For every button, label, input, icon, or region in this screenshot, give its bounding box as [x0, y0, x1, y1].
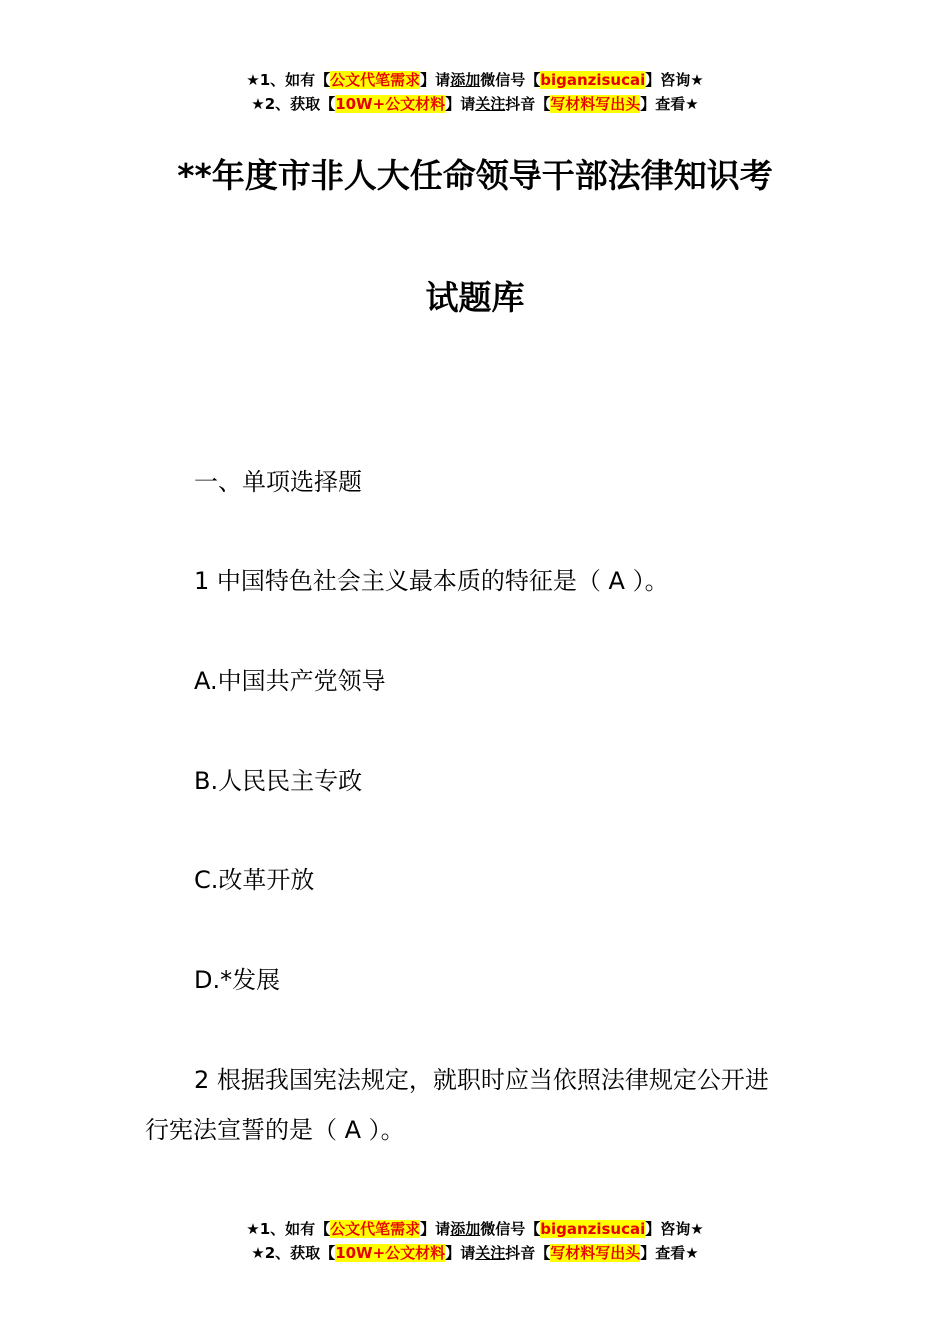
banner-highlight: biganzisucai: [540, 71, 646, 89]
banner-highlight: 写材料写出头: [550, 95, 641, 113]
document-title-line-1: **年度市非人大任命领导干部法律知识考: [177, 156, 773, 195]
section-heading: 一、单项选择题: [194, 468, 362, 496]
banner-line-2: [0, 92, 950, 116]
banner-line-1: [0, 68, 950, 92]
option-c: C.改革开放: [194, 866, 315, 894]
banner-line-1: [0, 1217, 950, 1241]
banner-text: 微信号【: [480, 1220, 541, 1238]
footer-banner: [0, 1217, 950, 1265]
banner-text: 】请: [420, 1220, 451, 1238]
option-a: A.中国共产党领导: [194, 667, 386, 695]
banner-text: 抖音【: [505, 95, 551, 113]
banner-text: 】请: [445, 95, 476, 113]
banner-highlight: biganzisucai: [540, 1220, 646, 1238]
banner-text: 】请: [420, 71, 451, 89]
banner-text: 】请: [445, 1244, 476, 1262]
banner-underline: 添加: [450, 1220, 481, 1238]
banner-highlight: 公文代笔需求: [330, 71, 421, 89]
question-2-line-1: 2 根据我国宪法规定，就职时应当依照法律规定公开进: [194, 1066, 769, 1094]
banner-text: ★2、获取【: [251, 1244, 336, 1262]
question-2: [145, 1055, 825, 1155]
header-banner: [0, 68, 950, 116]
banner-highlight: 写材料写出头: [550, 1244, 641, 1262]
banner-text: ★2、获取【: [251, 95, 336, 113]
question-2-line-2: 行宪法宣誓的是（ A ）。: [145, 1116, 405, 1144]
banner-text: ★1、如有【: [246, 71, 331, 89]
banner-text: ★1、如有【: [246, 1220, 331, 1238]
option-b: B.人民民主专政: [194, 767, 363, 795]
banner-underline: 添加: [450, 71, 481, 89]
banner-text: 抖音【: [505, 1244, 551, 1262]
banner-underline: 关注: [475, 95, 506, 113]
banner-highlight: 公文代笔需求: [330, 1220, 421, 1238]
banner-text: 】查看★: [640, 1244, 699, 1262]
banner-text: 】咨询★: [645, 71, 704, 89]
banner-highlight: 10W+公文材料: [335, 1244, 446, 1262]
banner-text: 微信号【: [480, 71, 541, 89]
banner-text: 】咨询★: [645, 1220, 704, 1238]
banner-underline: 关注: [475, 1244, 506, 1262]
question-1: 1 中国特色社会主义最本质的特征是（ A ）。: [194, 567, 669, 595]
option-d: D.*发展: [194, 966, 281, 994]
document-title-line-2: 试题库: [425, 278, 525, 317]
banner-highlight: 10W+公文材料: [335, 95, 446, 113]
banner-text: 】查看★: [640, 95, 699, 113]
banner-line-2: [0, 1241, 950, 1265]
